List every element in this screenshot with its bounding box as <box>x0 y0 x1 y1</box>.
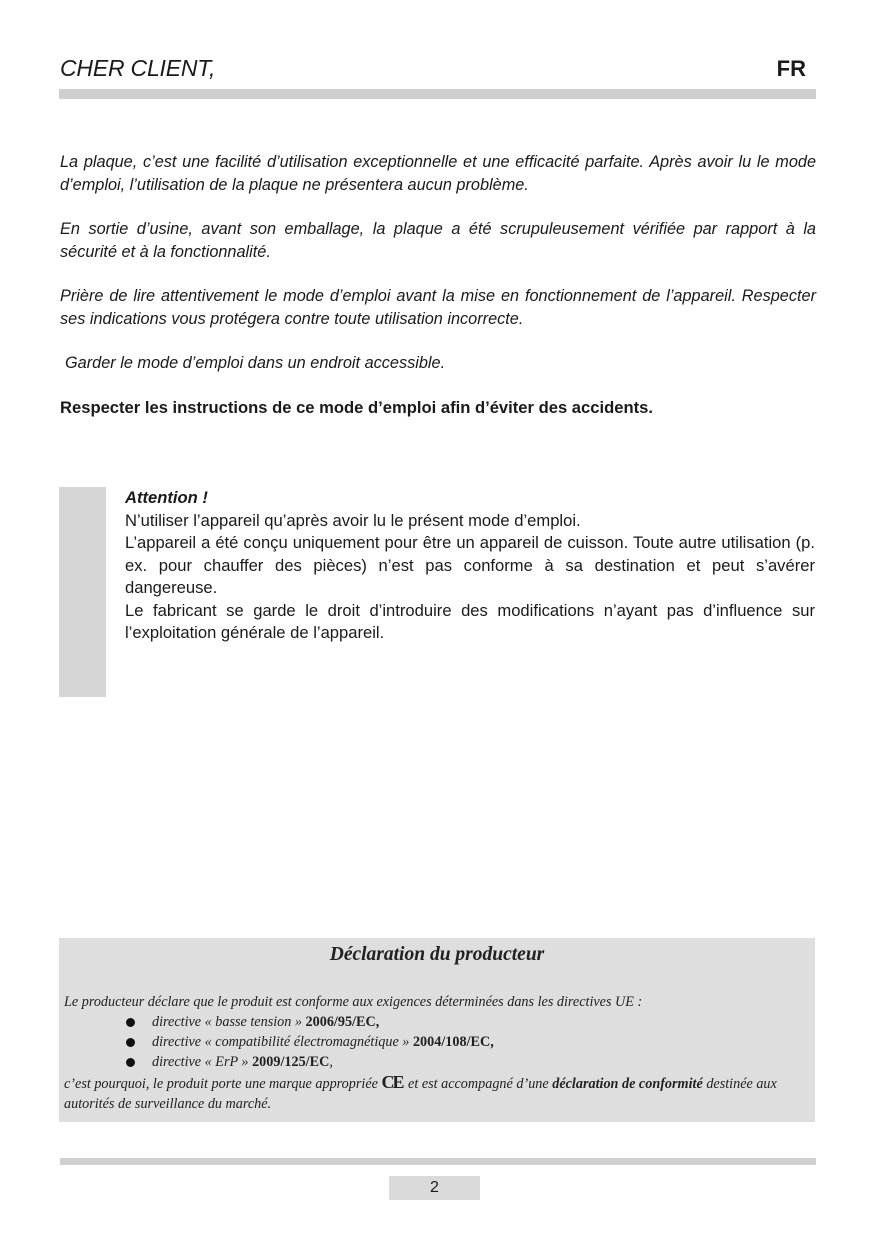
intro-paragraph: En sortie d’usine, avant son emballage, la plaque a été scrupuleusement vérifiée par rapport à la sécurité et à la fonctionnalité. <box>60 220 816 261</box>
declaration-title: Déclaration du producteur <box>329 944 545 965</box>
directive-item: directive « basse tension » 2006/95/EC, <box>64 1012 804 1032</box>
warning-line: Le fabricant se garde le droit d’introduire des modifications n’ayant pas d’influence sur l’exploitation générale de l’appareil. <box>125 600 815 642</box>
warning-title: Attention ! <box>125 488 208 507</box>
intro-section <box>60 151 816 419</box>
intro-paragraph: La plaque, c’est une facilité d’utilisation exceptionnelle et une efficacité parfaite. Après avoir lu le mode d’emploi, l’utilisation de la plaque ne présentera aucun problème. <box>60 153 816 194</box>
bullet-icon <box>126 1018 135 1027</box>
warning-line: N’utiliser l’appareil qu’après avoir lu le présent mode d’emploi. <box>125 510 581 530</box>
directive-item: directive « compatibilité électromagnétique » 2004/108/EC, <box>64 1032 804 1052</box>
ce-mark-icon: CE <box>381 1072 403 1092</box>
declaration-lead: Le producteur déclare que le produit est conforme aux exigences déterminées dans les directives UE : <box>64 994 643 1010</box>
intro-paragraph: Prière de lire attentivement le mode d’emploi avant la mise en fonctionnement de l’appareil. Respecter ses indications vous protégera contre toute utilisation incorrecte. <box>60 287 816 328</box>
intro-paragraph: Garder le mode d’emploi dans un endroit accessible. <box>65 354 446 372</box>
warning-line: L’appareil a été conçu uniquement pour être un appareil de cuisson. Toute autre utilisation (p. ex. pour chauffer des pièces) n’est pas conforme à sa destination et peut s’avérer dangereuse. <box>125 533 815 597</box>
warning-block <box>125 487 815 645</box>
warning-side-bar <box>59 487 106 697</box>
language-code: FR <box>776 56 806 81</box>
directive-list <box>64 1012 804 1072</box>
producer-declaration-box <box>59 938 815 1122</box>
bullet-icon <box>126 1058 135 1067</box>
page-number: 2 <box>389 1176 480 1200</box>
safety-notice: Respecter les instructions de ce mode d’emploi afin d’éviter des accidents. <box>60 398 653 417</box>
directive-item: directive « ErP » 2009/125/EC, <box>64 1052 804 1072</box>
bullet-icon <box>126 1038 135 1047</box>
declaration-conclusion: c’est pourquoi, le produit porte une marque appropriée CE et est accompagné d’une déclaration de conformité destinée aux autorités de surveillance du marché. <box>64 1072 777 1112</box>
page-title: CHER CLIENT, <box>60 55 216 81</box>
header-divider <box>59 89 816 99</box>
footer-divider <box>60 1158 816 1165</box>
